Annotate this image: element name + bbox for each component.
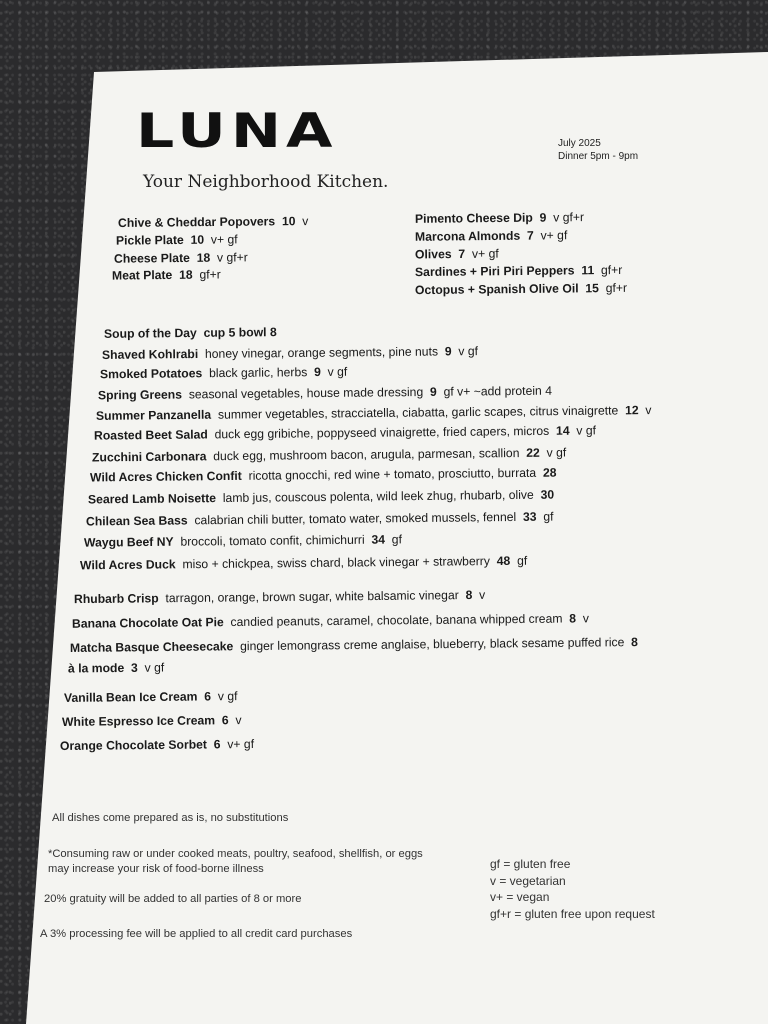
legend-item: gf+r = gluten free upon request [490, 906, 655, 921]
menu-item-price: 15 [585, 281, 599, 296]
menu-item-price: 6 [213, 737, 221, 752]
menu-item-dietary-tags: v gf [217, 689, 238, 704]
menu-item-price: 3 [130, 660, 138, 675]
menu-item-name: Zucchini Carbonara [91, 449, 207, 465]
menu-item-dietary-tags: v [582, 611, 589, 626]
menu-item-dietary-tags: v+ gf [471, 246, 499, 261]
menu-item-dietary-tags: v gf+r [553, 210, 585, 225]
menu-item-description: black garlic, herbs [208, 365, 308, 381]
processing-fee-note: A 3% processing fee will be applied to all credit card purchases [40, 928, 353, 940]
menu-item-dietary-tags: v gf [576, 423, 597, 438]
menu-item-name: Matcha Basque Cheesecake [69, 639, 234, 655]
menu-item-price: 8 [631, 635, 638, 650]
menu-item-price: 8 [569, 611, 577, 626]
menu-item-price: 9 [444, 344, 452, 359]
menu-item-price: 10 [281, 214, 296, 229]
menu-item-description: tarragon, orange, brown sugar, white balsamic vinegar [165, 588, 459, 606]
menu-item-name: Wild Acres Chicken Confit [89, 468, 242, 485]
legend-item: gf = gluten free [490, 857, 571, 871]
menu-item-dietary-tags: gf [543, 509, 554, 524]
tagline: Your Neighborhood Kitchen. [143, 172, 389, 192]
menu-item [415, 210, 584, 226]
no-substitutions-note: All dishes come prepared as is, no substitutions [52, 812, 289, 824]
menu-item-name: Smoked Potatoes [99, 366, 203, 382]
menu-item-price: 12 [624, 403, 639, 418]
menu-item-name: Shaved Kohlrabi [101, 346, 199, 362]
menu-item-name: à la mode [67, 660, 125, 676]
menu-item-name: Roasted Beet Salad [93, 427, 208, 443]
menu-item-price: 14 [555, 423, 570, 438]
menu-item-dietary-tags: gf+r [600, 262, 623, 278]
menu-item-price: 9 [313, 364, 321, 380]
menu-item-name: Summer Panzanella [95, 407, 212, 423]
menu-item-description: broccoli, tomato confit, chimichurri [180, 532, 365, 549]
menu-item-price: 9 [429, 384, 437, 399]
menu-item-price: 8 [465, 587, 473, 603]
menu-item-dietary-tags: gf [516, 553, 528, 568]
menu-item-price: 48 [496, 553, 511, 568]
menu-item-dietary-tags: v gf [546, 445, 567, 460]
menu-item-name: Cheese Plate [113, 250, 190, 266]
menu-item-dietary-tags: gf [391, 532, 403, 547]
menu-item-description: calabrian chili butter, tomato water, smoked mussels, fennel [194, 509, 517, 528]
menu-item-dietary-tags: gf+r [199, 267, 221, 282]
menu-item-price: 7 [526, 228, 534, 243]
menu-item-price: 9 [539, 210, 547, 225]
menu-item-name: Olives [414, 247, 452, 262]
menu-item-name: Spring Greens [97, 387, 183, 403]
menu-item-price: 22 [526, 445, 540, 460]
menu-item-name: Orange Chocolate Sorbet [59, 737, 208, 754]
legend-item: v = vegetarian [490, 873, 566, 888]
date-block [558, 137, 638, 163]
menu-item-name: Wild Acres Duck [79, 557, 176, 573]
menu-item-price: 11 [581, 263, 595, 278]
menu-item-price: 10 [190, 232, 205, 247]
menu-item-description: ginger lemongrass creme anglaise, blueberry, black sesame puffed rice [239, 635, 625, 654]
menu-item [68, 660, 164, 675]
menu-item-description: ricotta gnocchi, red wine + tomato, prosciutto, burrata [248, 465, 537, 483]
menu-item-price: 18 [179, 267, 193, 282]
menu-item [415, 228, 567, 244]
menu-item-dietary-tags: v [235, 713, 242, 728]
menu-item [415, 263, 622, 279]
menu-item-name: Pickle Plate [115, 232, 184, 248]
menu-item [62, 713, 242, 729]
menu-item-dietary-tags: v+ gf [227, 736, 255, 752]
legend-item: v+ = vegan [490, 890, 550, 904]
menu-item-description: miso + chickpea, swiss chard, black vinegar + strawberry [182, 554, 490, 572]
menu-item-name: Chilean Sea Bass [85, 513, 188, 529]
menu-item-name: Soup of the Day [103, 325, 197, 341]
menu-item-name: Rhubarb Crisp [73, 591, 159, 607]
menu-item-description: duck egg gribiche, poppyseed vinaigrette, fried capers, micros [214, 423, 550, 442]
menu-item-description: honey vinegar, orange segments, pine nuts [204, 344, 439, 361]
menu-item [114, 250, 248, 265]
menu-item-price: 34 [371, 532, 386, 547]
consumption-warning: *Consuming raw or under cooked meats, poultry, seafood, shellfish, or eggs may increase your risk of food-borne illness [48, 848, 423, 875]
menu-item-name: White Espresso Ice Cream [61, 713, 216, 729]
menu-item [118, 214, 308, 230]
menu-item [64, 689, 238, 705]
menu-item [100, 365, 347, 382]
menu-item-description: lamb jus, couscous polenta, wild leek zhug, rhubarb, olive [222, 487, 534, 506]
menu-item [415, 281, 627, 297]
menu-item [415, 247, 499, 262]
menu-item-dietary-tags: v [479, 587, 486, 602]
menu-item-dietary-tags: v gf [327, 364, 348, 379]
menu-item-price: 6 [204, 689, 212, 704]
menu-item-name: Banana Chocolate Oat Pie [71, 615, 224, 631]
menu-item-price: 18 [196, 250, 211, 265]
menu-date: July 2025 [558, 138, 601, 149]
menu-item [112, 267, 221, 282]
menu-item [116, 232, 238, 247]
menu-item-description: duck egg, mushroom bacon, arugula, parmesan, scallion [213, 446, 520, 464]
menu-item-dietary-tags: v gf [144, 660, 165, 675]
menu-item-dietary-tags: v+ gf [210, 232, 238, 247]
menu-item-dietary-tags: v [645, 403, 652, 418]
menu-item-dietary-tags: gf+r [605, 280, 628, 296]
menu-item-dietary-tags: gf v+ ~add protein 4 [443, 383, 553, 399]
menu-item-price: 7 [458, 246, 466, 261]
menu-item-price: 28 [542, 465, 557, 480]
menu-item-dietary-tags: v [302, 214, 309, 229]
menu-item-name: Seared Lamb Noisette [87, 491, 217, 507]
menu-item-price: cup 5 bowl 8 [203, 325, 277, 340]
dietary-legend [490, 856, 655, 922]
menu-item-dietary-tags: v+ gf [540, 228, 568, 243]
menu-item [60, 737, 254, 753]
menu-item-description: seasonal vegetables, house made dressing [188, 384, 424, 402]
menu-item-price: 6 [221, 713, 229, 728]
menu-item-dietary-tags: v gf+r [216, 250, 248, 265]
menu-item-name: Octopus + Spanish Olive Oil [414, 281, 579, 298]
menu-item-name: Vanilla Bean Ice Cream [63, 689, 198, 705]
gratuity-note: 20% gratuity will be added to all parties of 8 or more [44, 893, 302, 905]
dinner-hours: Dinner 5pm - 9pm [558, 151, 639, 162]
menu-item-name: Sardines + Piri Piri Peppers [414, 263, 575, 280]
menu-item-dietary-tags: v gf [458, 344, 479, 359]
menu-item-description: summer vegetables, stracciatella, ciabatta, garlic scapes, citrus vinaigrette [217, 403, 619, 422]
menu-item [104, 325, 277, 341]
menu-item-name: Marcona Almonds [414, 228, 521, 244]
menu-item-name: Waygu Beef NY [83, 534, 174, 550]
menu-item-name: Pimento Cheese Dip [414, 210, 533, 226]
menu-item-description: candied peanuts, caramel, chocolate, banana whipped cream [230, 611, 563, 630]
menu-item-name: Chive & Cheddar Popovers [117, 214, 276, 230]
menu-item-name: Meat Plate [111, 267, 173, 283]
menu-item-price: 30 [540, 487, 555, 502]
luna-logo: LUNA [136, 104, 338, 159]
menu-item-price: 33 [522, 509, 537, 524]
